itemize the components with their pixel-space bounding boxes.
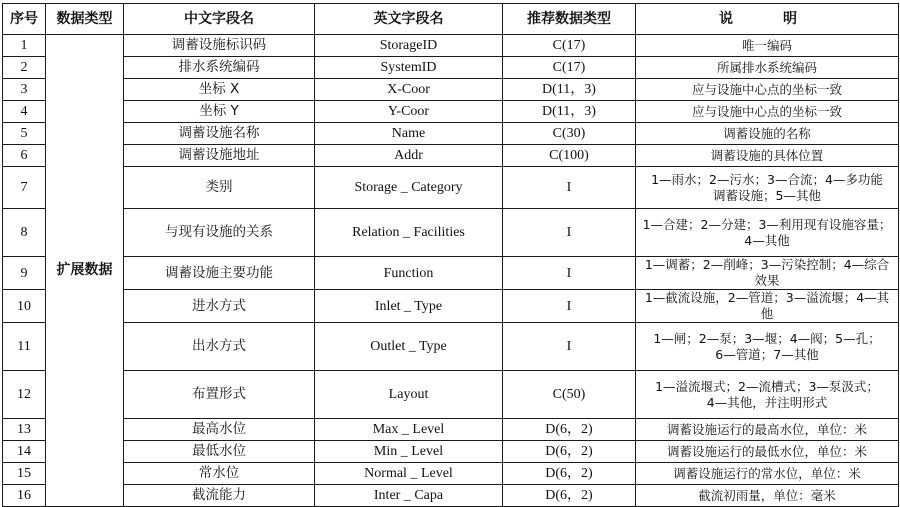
row-no: 12 bbox=[3, 371, 46, 419]
row-chinese-field: 最低水位 bbox=[124, 441, 315, 463]
row-no: 16 bbox=[3, 485, 46, 507]
row-data-type: C(100) bbox=[503, 145, 636, 167]
row-description: 所属排水系统编码 bbox=[636, 57, 899, 79]
row-description bbox=[636, 323, 899, 371]
row-chinese-field: 最高水位 bbox=[124, 419, 315, 441]
row-english-field: Name bbox=[315, 123, 503, 145]
row-english-field: Max _ Level bbox=[315, 419, 503, 441]
table-row bbox=[3, 35, 899, 57]
table-row bbox=[3, 79, 899, 101]
row-description: 调蓄设施运行的常水位，单位：米 bbox=[636, 463, 899, 485]
row-no: 9 bbox=[3, 257, 46, 290]
row-description bbox=[636, 371, 899, 419]
header-data-kind: 数据类型 bbox=[46, 4, 124, 35]
row-no: 11 bbox=[3, 323, 46, 371]
row-chinese-field: 坐标 Y bbox=[124, 101, 315, 123]
table-row bbox=[3, 257, 899, 290]
row-no: 15 bbox=[3, 463, 46, 485]
row-data-type: C(50) bbox=[503, 371, 636, 419]
header-chinese-field: 中文字段名 bbox=[124, 4, 315, 35]
row-english-field: Function bbox=[315, 257, 503, 290]
row-no: 2 bbox=[3, 57, 46, 79]
row-chinese-field: 与现有设施的关系 bbox=[124, 209, 315, 257]
table-row bbox=[3, 167, 899, 209]
row-english-field: Normal _ Level bbox=[315, 463, 503, 485]
row-english-field: Relation _ Facilities bbox=[315, 209, 503, 257]
data-dictionary-table bbox=[2, 3, 899, 507]
row-no: 6 bbox=[3, 145, 46, 167]
row-data-type: D(6，2) bbox=[503, 441, 636, 463]
description-line-2: 调蓄设施；5—其他 bbox=[713, 187, 821, 203]
table-row bbox=[3, 101, 899, 123]
row-data-type: I bbox=[503, 257, 636, 290]
row-english-field: StorageID bbox=[315, 35, 503, 57]
row-description: 应与设施中心点的坐标一致 bbox=[636, 101, 899, 123]
row-english-field: X-Coor bbox=[315, 79, 503, 101]
row-no: 8 bbox=[3, 209, 46, 257]
table-row bbox=[3, 441, 899, 463]
row-description: 调蓄设施运行的最高水位，单位：米 bbox=[636, 419, 899, 441]
row-english-field: Y-Coor bbox=[315, 101, 503, 123]
row-description: 1—截流设施，2—管道；3—溢流堰；4—其他 bbox=[636, 290, 899, 323]
description-line-2: 6—管道；7—其他 bbox=[715, 346, 819, 362]
header-description: 说 明 bbox=[636, 4, 899, 35]
row-english-field: Layout bbox=[315, 371, 503, 419]
table-row bbox=[3, 290, 899, 323]
row-data-type: C(17) bbox=[503, 57, 636, 79]
row-no: 3 bbox=[3, 79, 46, 101]
table-row bbox=[3, 123, 899, 145]
row-description: 1—调蓄；2—削峰；3—污染控制；4—综合效果 bbox=[636, 257, 899, 290]
description-line-1: 1—溢流堰式；2—流槽式；3—泵汲式； bbox=[655, 378, 879, 394]
row-data-type: I bbox=[503, 323, 636, 371]
table-row bbox=[3, 419, 899, 441]
row-chinese-field: 常水位 bbox=[124, 463, 315, 485]
row-chinese-field: 截流能力 bbox=[124, 485, 315, 507]
row-chinese-field: 类别 bbox=[124, 167, 315, 209]
row-description: 截流初雨量，单位：毫米 bbox=[636, 485, 899, 507]
row-chinese-field: 坐标 X bbox=[124, 79, 315, 101]
row-data-type: I bbox=[503, 209, 636, 257]
table-row bbox=[3, 371, 899, 419]
row-data-type: C(17) bbox=[503, 35, 636, 57]
table-row bbox=[3, 463, 899, 485]
row-data-type: D(11，3) bbox=[503, 101, 636, 123]
row-data-type: D(6，2) bbox=[503, 463, 636, 485]
row-chinese-field: 进水方式 bbox=[124, 290, 315, 323]
row-english-field: SystemID bbox=[315, 57, 503, 79]
row-chinese-field: 调蓄设施地址 bbox=[124, 145, 315, 167]
row-chinese-field: 调蓄设施主要功能 bbox=[124, 257, 315, 290]
row-data-type: D(6，2) bbox=[503, 485, 636, 507]
row-chinese-field: 排水系统编码 bbox=[124, 57, 315, 79]
row-no: 7 bbox=[3, 167, 46, 209]
row-data-type: C(30) bbox=[503, 123, 636, 145]
row-description: 调蓄设施的具体位置 bbox=[636, 145, 899, 167]
row-chinese-field: 出水方式 bbox=[124, 323, 315, 371]
description-line-2: 4—其他，并注明形式 bbox=[706, 394, 828, 410]
row-no: 4 bbox=[3, 101, 46, 123]
header-no: 序号 bbox=[3, 4, 46, 35]
row-english-field: Inter _ Capa bbox=[315, 485, 503, 507]
row-chinese-field: 调蓄设施标识码 bbox=[124, 35, 315, 57]
row-no: 14 bbox=[3, 441, 46, 463]
row-data-type: D(6，2) bbox=[503, 419, 636, 441]
row-english-field: Storage _ Category bbox=[315, 167, 503, 209]
table-row bbox=[3, 485, 899, 507]
header-row bbox=[3, 4, 899, 35]
row-chinese-field: 布置形式 bbox=[124, 371, 315, 419]
row-no: 5 bbox=[3, 123, 46, 145]
row-data-type: I bbox=[503, 167, 636, 209]
row-no: 10 bbox=[3, 290, 46, 323]
description-line-2: 4—其他 bbox=[744, 232, 790, 248]
table-row bbox=[3, 209, 899, 257]
description-line-1: 1—闸；2—泵；3—堰；4—阀；5—孔； bbox=[653, 330, 881, 346]
row-english-field: Min _ Level bbox=[315, 441, 503, 463]
data-category-cell: 扩展数据 bbox=[46, 35, 124, 507]
table-row bbox=[3, 145, 899, 167]
description-line-1: 1—雨水；2—污水；3—合流；4—多功能 bbox=[651, 171, 883, 187]
row-description bbox=[636, 167, 899, 209]
row-description: 应与设施中心点的坐标一致 bbox=[636, 79, 899, 101]
row-english-field: Outlet _ Type bbox=[315, 323, 503, 371]
row-data-type: I bbox=[503, 290, 636, 323]
description-line-1: 1—合建；2—分建；3—利用现有设施容量； bbox=[642, 216, 892, 232]
table-row bbox=[3, 323, 899, 371]
row-data-type: D(11，3) bbox=[503, 79, 636, 101]
row-description: 唯一编码 bbox=[636, 35, 899, 57]
row-english-field: Addr bbox=[315, 145, 503, 167]
row-description: 调蓄设施的名称 bbox=[636, 123, 899, 145]
row-english-field: Inlet _ Type bbox=[315, 290, 503, 323]
row-no: 1 bbox=[3, 35, 46, 57]
header-recommended-type: 推荐数据类型 bbox=[503, 4, 636, 35]
row-chinese-field: 调蓄设施名称 bbox=[124, 123, 315, 145]
row-description bbox=[636, 209, 899, 257]
header-english-field: 英文字段名 bbox=[315, 4, 503, 35]
row-no: 13 bbox=[3, 419, 46, 441]
row-description: 调蓄设施运行的最低水位，单位：米 bbox=[636, 441, 899, 463]
table-row bbox=[3, 57, 899, 79]
